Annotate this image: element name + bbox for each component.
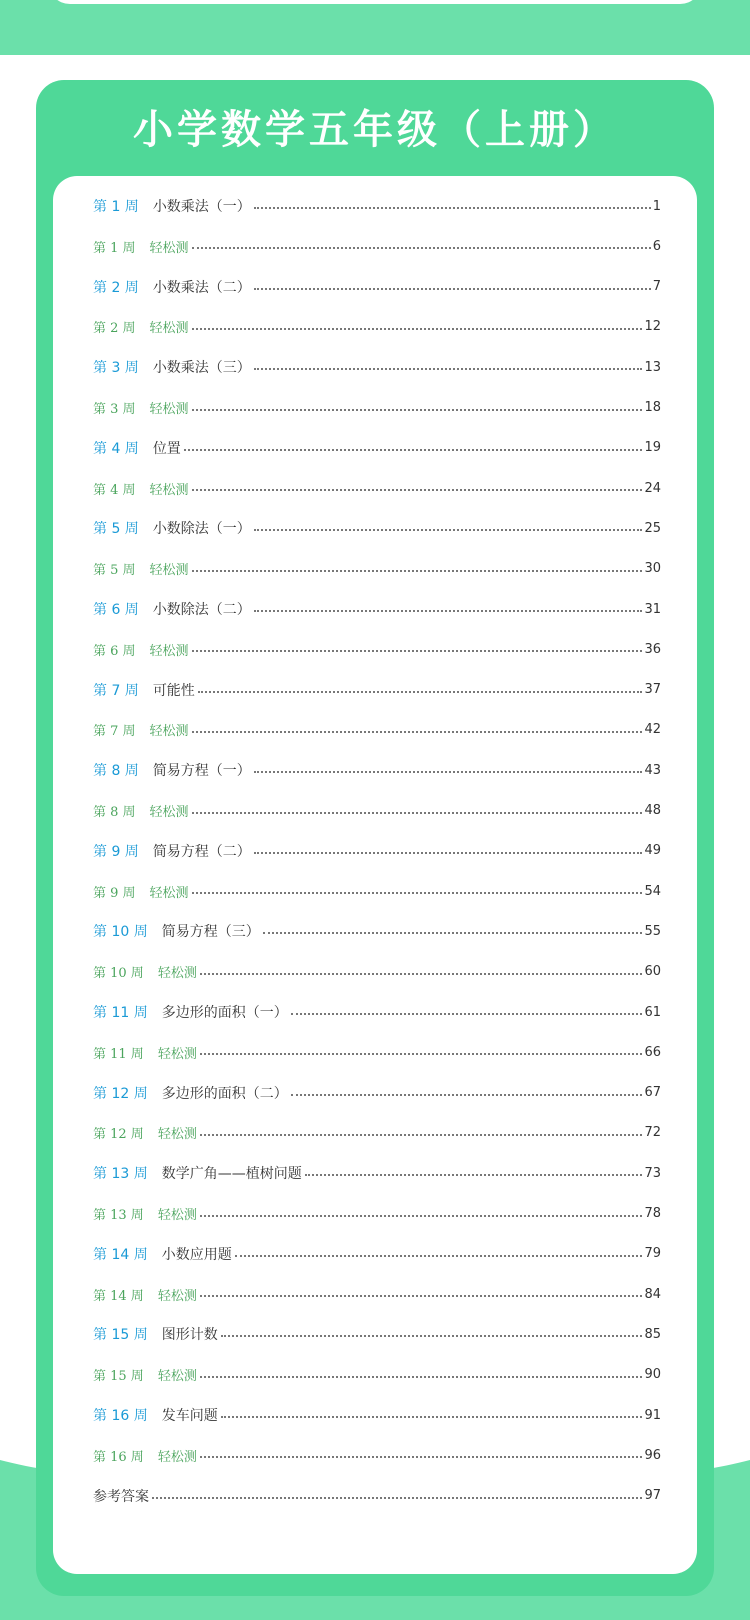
toc-page-number: 90 <box>644 1367 661 1383</box>
dot-leader <box>192 812 643 814</box>
toc-page-number: 25 <box>644 520 661 536</box>
toc-page-number: 96 <box>644 1447 661 1463</box>
toc-row-quiz[interactable] <box>93 557 661 581</box>
toc-row-chapter[interactable] <box>93 275 661 299</box>
toc-page-number: 30 <box>644 561 661 577</box>
dot-leader <box>192 892 643 894</box>
toc-entry-title: 简易方程（三） <box>161 924 260 941</box>
toc-page-number: 91 <box>644 1407 661 1423</box>
toc-entry-title: 轻松测 <box>149 643 189 659</box>
toc-page-number: 1 <box>652 198 661 214</box>
toc-page-number: 97 <box>644 1488 661 1504</box>
toc-week-label: 第 5 周 <box>93 521 139 538</box>
toc-page-number: 55 <box>644 923 661 939</box>
toc-week-label: 第 4 周 <box>93 482 136 498</box>
toc-row-quiz[interactable] <box>93 799 661 823</box>
toc-week-label: 第 10 周 <box>93 966 144 982</box>
toc-entry-title: 可能性 <box>152 682 195 699</box>
toc-week-label: 第 8 周 <box>93 763 139 780</box>
toc-card <box>36 80 714 1596</box>
toc-week-label: 第 1 周 <box>93 240 136 256</box>
toc-page-number: 67 <box>644 1085 661 1101</box>
toc-row-quiz[interactable] <box>93 879 661 903</box>
toc-week-label: 第 1 周 <box>93 199 139 215</box>
toc-entry-title: 简易方程（二） <box>152 843 251 860</box>
toc-row-chapter[interactable] <box>93 1403 661 1427</box>
dot-leader <box>152 1497 642 1499</box>
toc-row-quiz[interactable] <box>93 1282 661 1306</box>
toc-page-number: 31 <box>644 601 661 617</box>
dot-leader <box>200 1134 643 1136</box>
toc-row-chapter[interactable] <box>93 678 661 702</box>
toc-entry-title: 多边形的面积（一） <box>161 1005 288 1021</box>
toc-row-quiz[interactable] <box>93 960 661 984</box>
dot-leader <box>192 731 643 733</box>
dot-leader <box>192 328 643 330</box>
toc-entry-title: 小数除法（一） <box>152 521 251 538</box>
toc-row-chapter[interactable] <box>93 355 661 379</box>
toc-week-label: 第 11 周 <box>93 1005 148 1021</box>
dot-leader <box>305 1174 643 1176</box>
previous-card-edge <box>48 0 702 4</box>
toc-page-number: 73 <box>644 1165 661 1181</box>
toc-entry-title: 参考答案 <box>93 1488 149 1505</box>
toc-week-label: 第 13 周 <box>93 1166 148 1183</box>
dot-leader <box>192 409 643 411</box>
dot-leader <box>254 771 643 773</box>
toc-week-label: 第 15 周 <box>93 1327 148 1344</box>
toc-week-label: 第 4 周 <box>93 440 139 457</box>
dot-leader <box>200 1215 643 1217</box>
toc-week-label: 第 15 周 <box>93 1369 144 1385</box>
toc-row-quiz[interactable] <box>93 234 661 258</box>
toc-entry-title: 简易方程（一） <box>152 763 251 780</box>
toc-entry-title: 小数乘法（一） <box>152 199 251 215</box>
toc-entry-title: 轻松测 <box>157 1208 197 1223</box>
toc-entry-title: 轻松测 <box>149 321 189 337</box>
toc-week-label: 第 2 周 <box>93 279 139 296</box>
toc-week-label: 第 14 周 <box>93 1288 144 1304</box>
toc-page-number: 6 <box>652 238 661 254</box>
toc-entry-title: 小数除法（二） <box>152 602 251 618</box>
toc-page-number: 18 <box>644 400 661 415</box>
dot-leader <box>184 449 643 451</box>
dot-leader <box>192 247 651 249</box>
toc-entry-title: 轻松测 <box>149 563 189 579</box>
toc-row-quiz[interactable] <box>93 476 661 500</box>
dot-leader <box>192 489 643 491</box>
toc-entry-title: 轻松测 <box>157 1369 197 1385</box>
toc-entry-title: 发车问题 <box>161 1408 218 1424</box>
toc-page-number: 36 <box>644 641 661 657</box>
toc-week-label: 第 9 周 <box>93 885 136 901</box>
dot-leader <box>200 1053 643 1055</box>
dot-leader <box>254 852 643 854</box>
top-banner-band <box>0 0 750 55</box>
toc-row-quiz[interactable] <box>93 396 661 420</box>
toc-page-number: 43 <box>644 762 661 778</box>
dot-leader <box>254 288 651 290</box>
dot-leader <box>192 570 643 572</box>
toc-page-number: 60 <box>644 964 661 980</box>
toc-week-label: 第 9 周 <box>93 843 139 860</box>
toc-row-quiz[interactable] <box>93 1121 661 1145</box>
toc-row-chapter[interactable] <box>93 516 661 540</box>
toc-entry-title: 轻松测 <box>149 402 189 417</box>
dot-leader <box>221 1335 643 1337</box>
toc-list <box>53 176 697 1574</box>
page-title: 小学数学五年级（上册） <box>133 107 617 153</box>
toc-row-chapter[interactable] <box>93 919 661 943</box>
dot-leader <box>254 207 651 209</box>
toc-row-quiz[interactable] <box>93 1443 661 1467</box>
toc-week-label: 第 11 周 <box>93 1046 144 1062</box>
toc-row-quiz[interactable] <box>93 1363 661 1387</box>
toc-entry-title: 轻松测 <box>157 1449 197 1465</box>
toc-page-number: 48 <box>644 803 661 818</box>
toc-week-label: 第 10 周 <box>93 924 148 941</box>
toc-week-label: 第 12 周 <box>93 1127 144 1143</box>
toc-entry-title: 轻松测 <box>149 805 189 820</box>
toc-week-label: 第 5 周 <box>93 563 136 579</box>
dot-leader <box>200 1456 643 1458</box>
toc-week-label: 第 3 周 <box>93 402 136 417</box>
toc-week-label: 第 8 周 <box>93 805 136 820</box>
toc-page-number: 54 <box>644 883 661 899</box>
dot-leader <box>192 650 643 652</box>
toc-page-number: 12 <box>644 319 661 335</box>
toc-page-number: 72 <box>644 1125 661 1141</box>
toc-entry-title: 轻松测 <box>149 885 189 901</box>
toc-page-number: 7 <box>652 279 661 295</box>
dot-leader <box>235 1255 643 1257</box>
toc-entry-title: 轻松测 <box>157 966 197 982</box>
dot-leader <box>254 368 643 370</box>
toc-row-quiz[interactable] <box>93 1040 661 1064</box>
toc-row-answers[interactable] <box>93 1484 661 1508</box>
toc-row-chapter[interactable] <box>93 1161 661 1185</box>
toc-page-number: 49 <box>644 843 661 859</box>
toc-entry-title: 小数应用题 <box>161 1246 232 1263</box>
dot-leader <box>291 1013 643 1015</box>
toc-week-label: 第 14 周 <box>93 1246 148 1263</box>
toc-page-number: 13 <box>644 359 661 375</box>
toc-row-chapter[interactable] <box>93 1000 661 1024</box>
dot-leader <box>200 1376 643 1378</box>
toc-entry-title: 位置 <box>152 440 181 457</box>
toc-entry-title: 轻松测 <box>157 1127 197 1143</box>
toc-entry-title: 小数乘法（三） <box>152 360 251 377</box>
toc-week-label: 第 7 周 <box>93 724 136 740</box>
toc-row-chapter[interactable] <box>93 1322 661 1346</box>
toc-entry-title: 轻松测 <box>149 724 189 740</box>
toc-entry-title: 轻松测 <box>149 482 189 498</box>
toc-row-chapter[interactable] <box>93 758 661 782</box>
dot-leader <box>254 529 643 531</box>
toc-entry-title: 轻松测 <box>157 1288 197 1304</box>
toc-row-chapter[interactable] <box>93 436 661 460</box>
dot-leader <box>200 1295 643 1297</box>
toc-page-number: 37 <box>644 682 661 698</box>
toc-week-label: 第 3 周 <box>93 360 139 377</box>
toc-row-quiz[interactable] <box>93 315 661 339</box>
toc-week-label: 第 16 周 <box>93 1408 148 1424</box>
dot-leader <box>291 1094 643 1096</box>
toc-page-number: 85 <box>644 1326 661 1342</box>
toc-entry-title: 多边形的面积（二） <box>161 1085 288 1102</box>
toc-week-label: 第 2 周 <box>93 321 136 337</box>
toc-entry-title: 小数乘法（二） <box>152 279 251 296</box>
toc-page-number: 61 <box>644 1004 661 1020</box>
toc-week-label: 第 6 周 <box>93 643 136 659</box>
toc-week-label: 第 7 周 <box>93 682 139 699</box>
toc-entry-title: 轻松测 <box>149 240 189 256</box>
toc-week-label: 第 12 周 <box>93 1085 148 1102</box>
toc-week-label: 第 16 周 <box>93 1449 144 1465</box>
toc-row-quiz[interactable] <box>93 1202 661 1226</box>
toc-row-quiz[interactable] <box>93 718 661 742</box>
dot-leader <box>198 691 643 693</box>
toc-entry-title: 数学广角——植树问题 <box>161 1166 302 1183</box>
toc-row-chapter[interactable] <box>93 194 661 218</box>
toc-week-label: 第 13 周 <box>93 1208 144 1223</box>
toc-page-number: 24 <box>644 480 661 496</box>
toc-row-chapter[interactable] <box>93 1242 661 1266</box>
toc-page-number: 78 <box>644 1206 661 1221</box>
toc-entry-title: 轻松测 <box>157 1046 197 1062</box>
toc-row-chapter[interactable] <box>93 597 661 621</box>
dot-leader <box>221 1416 643 1418</box>
toc-page-number: 79 <box>644 1246 661 1262</box>
toc-entry-title: 图形计数 <box>161 1327 218 1344</box>
toc-week-label: 第 6 周 <box>93 602 139 618</box>
dot-leader <box>263 932 643 934</box>
toc-row-quiz[interactable] <box>93 637 661 661</box>
toc-page-number: 66 <box>644 1044 661 1060</box>
toc-page-number: 19 <box>644 440 661 456</box>
dot-leader <box>254 610 643 612</box>
dot-leader <box>200 973 643 975</box>
toc-page-number: 84 <box>644 1286 661 1302</box>
toc-row-chapter[interactable] <box>93 839 661 863</box>
toc-page-number: 42 <box>644 722 661 738</box>
toc-row-chapter[interactable] <box>93 1081 661 1105</box>
